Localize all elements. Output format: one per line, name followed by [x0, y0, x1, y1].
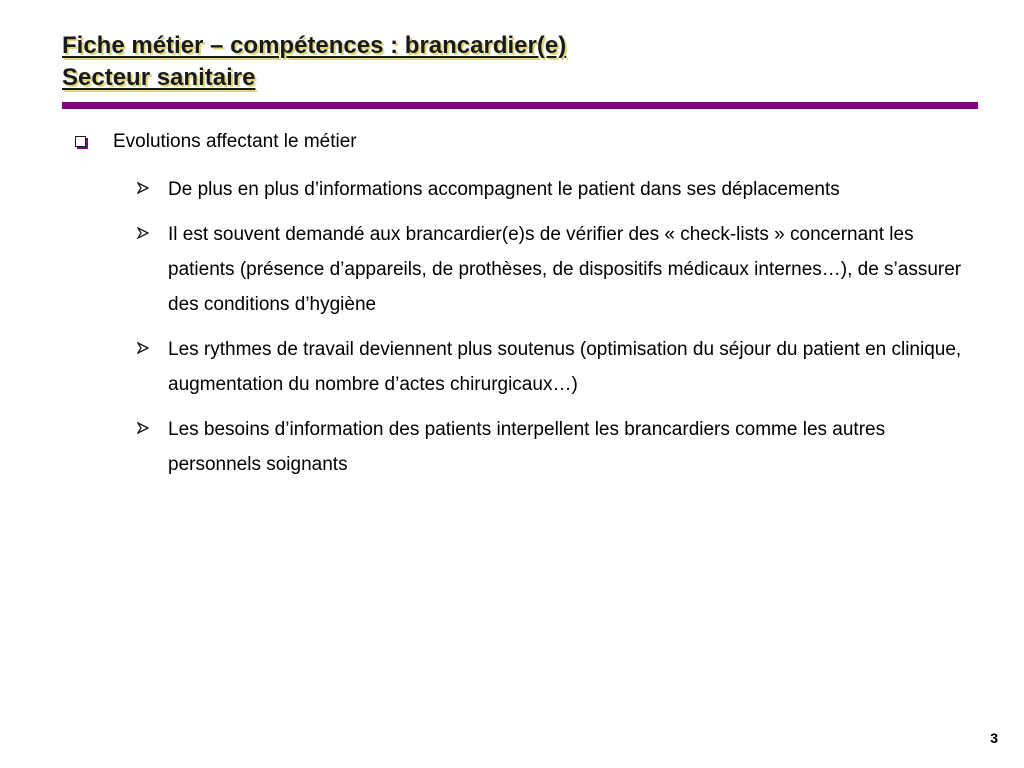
list-item-text: De plus en plus d’informations accompagnent le patient dans ses déplacements: [168, 179, 840, 200]
slide-title: [62, 30, 962, 94]
page-number: 3: [990, 730, 998, 746]
section-heading: Evolutions affectant le métier: [113, 131, 357, 152]
square-bullet-icon: [75, 136, 86, 147]
list-item: [137, 332, 995, 402]
arrow-bullet-icon: [137, 422, 149, 434]
arrow-bullet-icon: [137, 227, 149, 239]
arrow-bullet-icon: [137, 342, 149, 354]
list-item-text: Il est souvent demandé aux brancardier(e)s de vérifier des « check-lists » concernant les patients (présence d’appareils, de prothèses, de dispositifs médicaux internes…), de s’assurer des conditions d’hygiène: [168, 224, 962, 315]
list-item: [137, 172, 995, 207]
list-item: [137, 412, 995, 482]
slide-content: [75, 128, 995, 492]
title-line-2: Secteur sanitaire: [62, 64, 256, 91]
title-divider: [62, 102, 978, 109]
list-item-text: Les rythmes de travail deviennent plus soutenus (optimisation du séjour du patient en clinique, augmentation du nombre d’actes chirurgicaux…): [168, 339, 962, 395]
arrow-bullet-icon: [137, 182, 149, 194]
list-item: [137, 217, 995, 322]
title-line-1: Fiche métier – compétences : brancardier(e): [62, 32, 567, 59]
list-item-text: Les besoins d’information des patients interpellent les brancardiers comme les autres personnels soignants: [168, 419, 886, 475]
section-bullet: [75, 128, 995, 156]
